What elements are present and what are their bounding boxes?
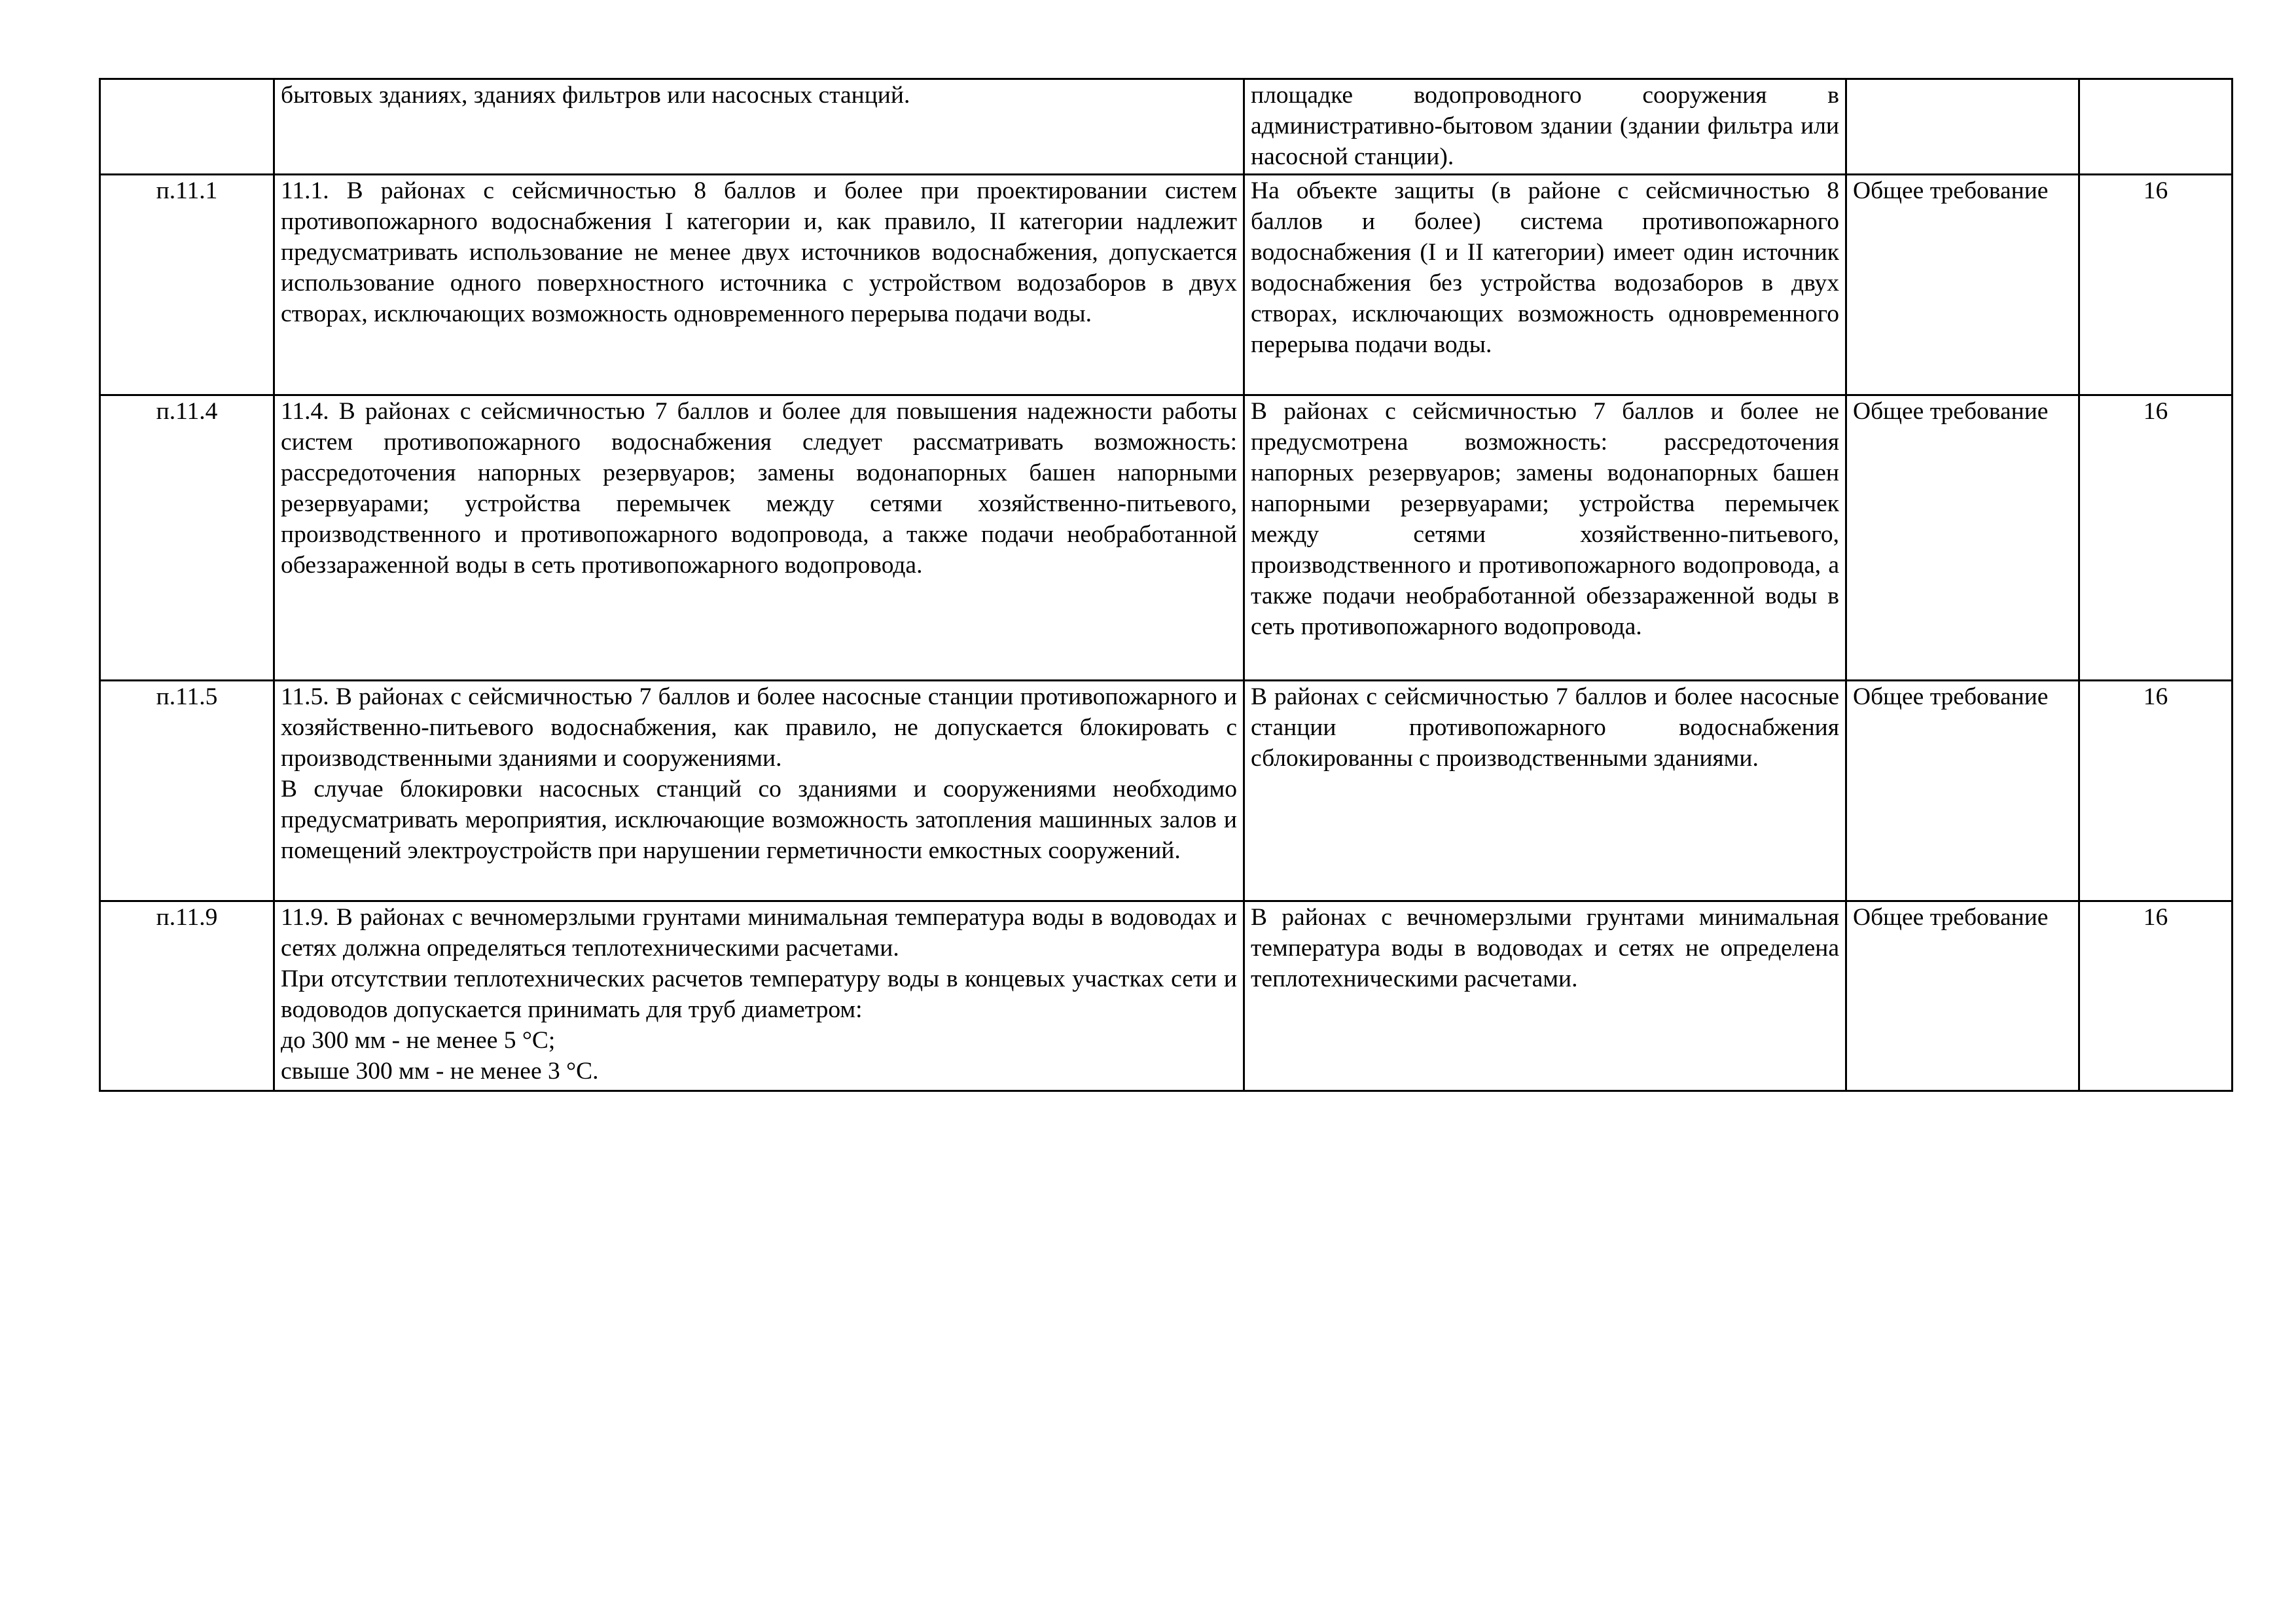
table-row <box>100 681 2233 901</box>
number-cell <box>2079 79 2233 175</box>
number-cell: 16 <box>2079 901 2233 1091</box>
clause-ref-cell: п.11.5 <box>100 681 274 901</box>
violation-cell <box>1244 681 1846 901</box>
table-row <box>100 79 2233 175</box>
requirement-cell <box>274 79 1244 175</box>
violation-text: площадке водопроводного сооружения в административно-бытовом здании (здании фильтра или насосной станции). <box>1251 82 1839 170</box>
clause-ref-cell: п.11.9 <box>100 901 274 1091</box>
requirement-cell <box>274 681 1244 901</box>
requirement-cell <box>274 395 1244 681</box>
requirement-text: 11.5. В районах с сейсмичностью 7 баллов и более насосные станции противопожарного и хозяйственно-питьевого водоснабжения, как правило, не допускается блокировать с производственными зданиями и сооружениями. <box>281 683 1237 772</box>
requirement-text: При отсутствии теплотехнических расчетов температуру воды в концевых участках сети и водоводов допускается принимать для труб диаметром: <box>281 965 1237 1023</box>
violation-text: На объекте защиты (в районе с сейсмичностью 8 баллов и более) система противопожарного водоснабжения (I и II категории) имеет один источник водоснабжения без устройства водозаборов в двух створах, исключающих возможность одновременного перерыва подачи воды. <box>1251 177 1839 358</box>
requirement-text: свыше 300 мм - не менее 3 °С. <box>281 1058 599 1085</box>
requirement-cell <box>274 175 1244 395</box>
violation-text: В районах с сейсмичностью 7 баллов и более насосные станции противопожарного водоснабжения сблокированны с производственными зданиями. <box>1251 683 1839 772</box>
clause-ref-cell: п.11.1 <box>100 175 274 395</box>
requirement-text: бытовых зданиях, зданиях фильтров или насосных станций. <box>281 82 910 109</box>
table-row <box>100 901 2233 1091</box>
violation-text: В районах с вечномерзлыми грунтами минимальная температура воды в водоводах и сетях не определена теплотехническими расчетами. <box>1251 904 1839 992</box>
requirement-text: до 300 мм - не менее 5 °С; <box>281 1027 556 1054</box>
requirement-text: 11.9. В районах с вечномерзлыми грунтами минимальная температура воды в водоводах и сетях должна определяться теплотехническими расчетами. <box>281 904 1237 962</box>
requirement-text: В случае блокировки насосных станций со зданиями и сооружениями необходимо предусматривать мероприятия, исключающие возможность затопления машинных залов и помещений электроустройств при нарушении герметичности емкостных сооружений. <box>281 776 1237 864</box>
requirement-type-cell: Общее требование <box>1846 175 2079 395</box>
table-row <box>100 395 2233 681</box>
table-row <box>100 175 2233 395</box>
violation-cell <box>1244 395 1846 681</box>
violation-cell <box>1244 79 1846 175</box>
number-cell: 16 <box>2079 395 2233 681</box>
requirement-text: 11.4. В районах с сейсмичностью 7 баллов и более для повышения надежности работы систем противопожарного водоснабжения следует рассматривать возможность: рассредоточения напорных резервуаров; замены водонапорных башен напорными резервуарами; устройства перемычек между сетями хозяйственно-питьевого, производственного и противопожарного водопровода, а также подачи необработанной обеззараженной воды в сеть противопожарного водопровода. <box>281 398 1237 579</box>
violation-cell <box>1244 901 1846 1091</box>
clause-ref-cell: п.11.4 <box>100 395 274 681</box>
requirement-cell <box>274 901 1244 1091</box>
requirement-text: 11.1. В районах с сейсмичностью 8 баллов и более при проектировании систем противопожарного водоснабжения I категории и, как правило, II категории надлежит предусматривать использование не менее двух источников водоснабжения, допускается использование одного поверхностного источника с устройством водозаборов в двух створах, исключающих возможность одновременного перерыва подачи воды. <box>281 177 1237 327</box>
clause-ref-cell <box>100 79 274 175</box>
violation-cell <box>1244 175 1846 395</box>
requirements-table <box>99 78 2233 1092</box>
requirement-type-cell: Общее требование <box>1846 901 2079 1091</box>
requirement-type-cell: Общее требование <box>1846 681 2079 901</box>
number-cell: 16 <box>2079 175 2233 395</box>
violation-text: В районах с сейсмичностью 7 баллов и более не предусмотрена возможность: рассредоточения напорных резервуаров; замены водонапорных башен напорными резервуарами; устройства перемычек между сетями хозяйственно-питьевого, производственного и противопожарного водопровода, а также подачи необработанной обеззараженной воды в сеть противопожарного водопровода. <box>1251 398 1839 640</box>
requirement-type-cell <box>1846 79 2079 175</box>
requirement-type-cell: Общее требование <box>1846 395 2079 681</box>
number-cell: 16 <box>2079 681 2233 901</box>
